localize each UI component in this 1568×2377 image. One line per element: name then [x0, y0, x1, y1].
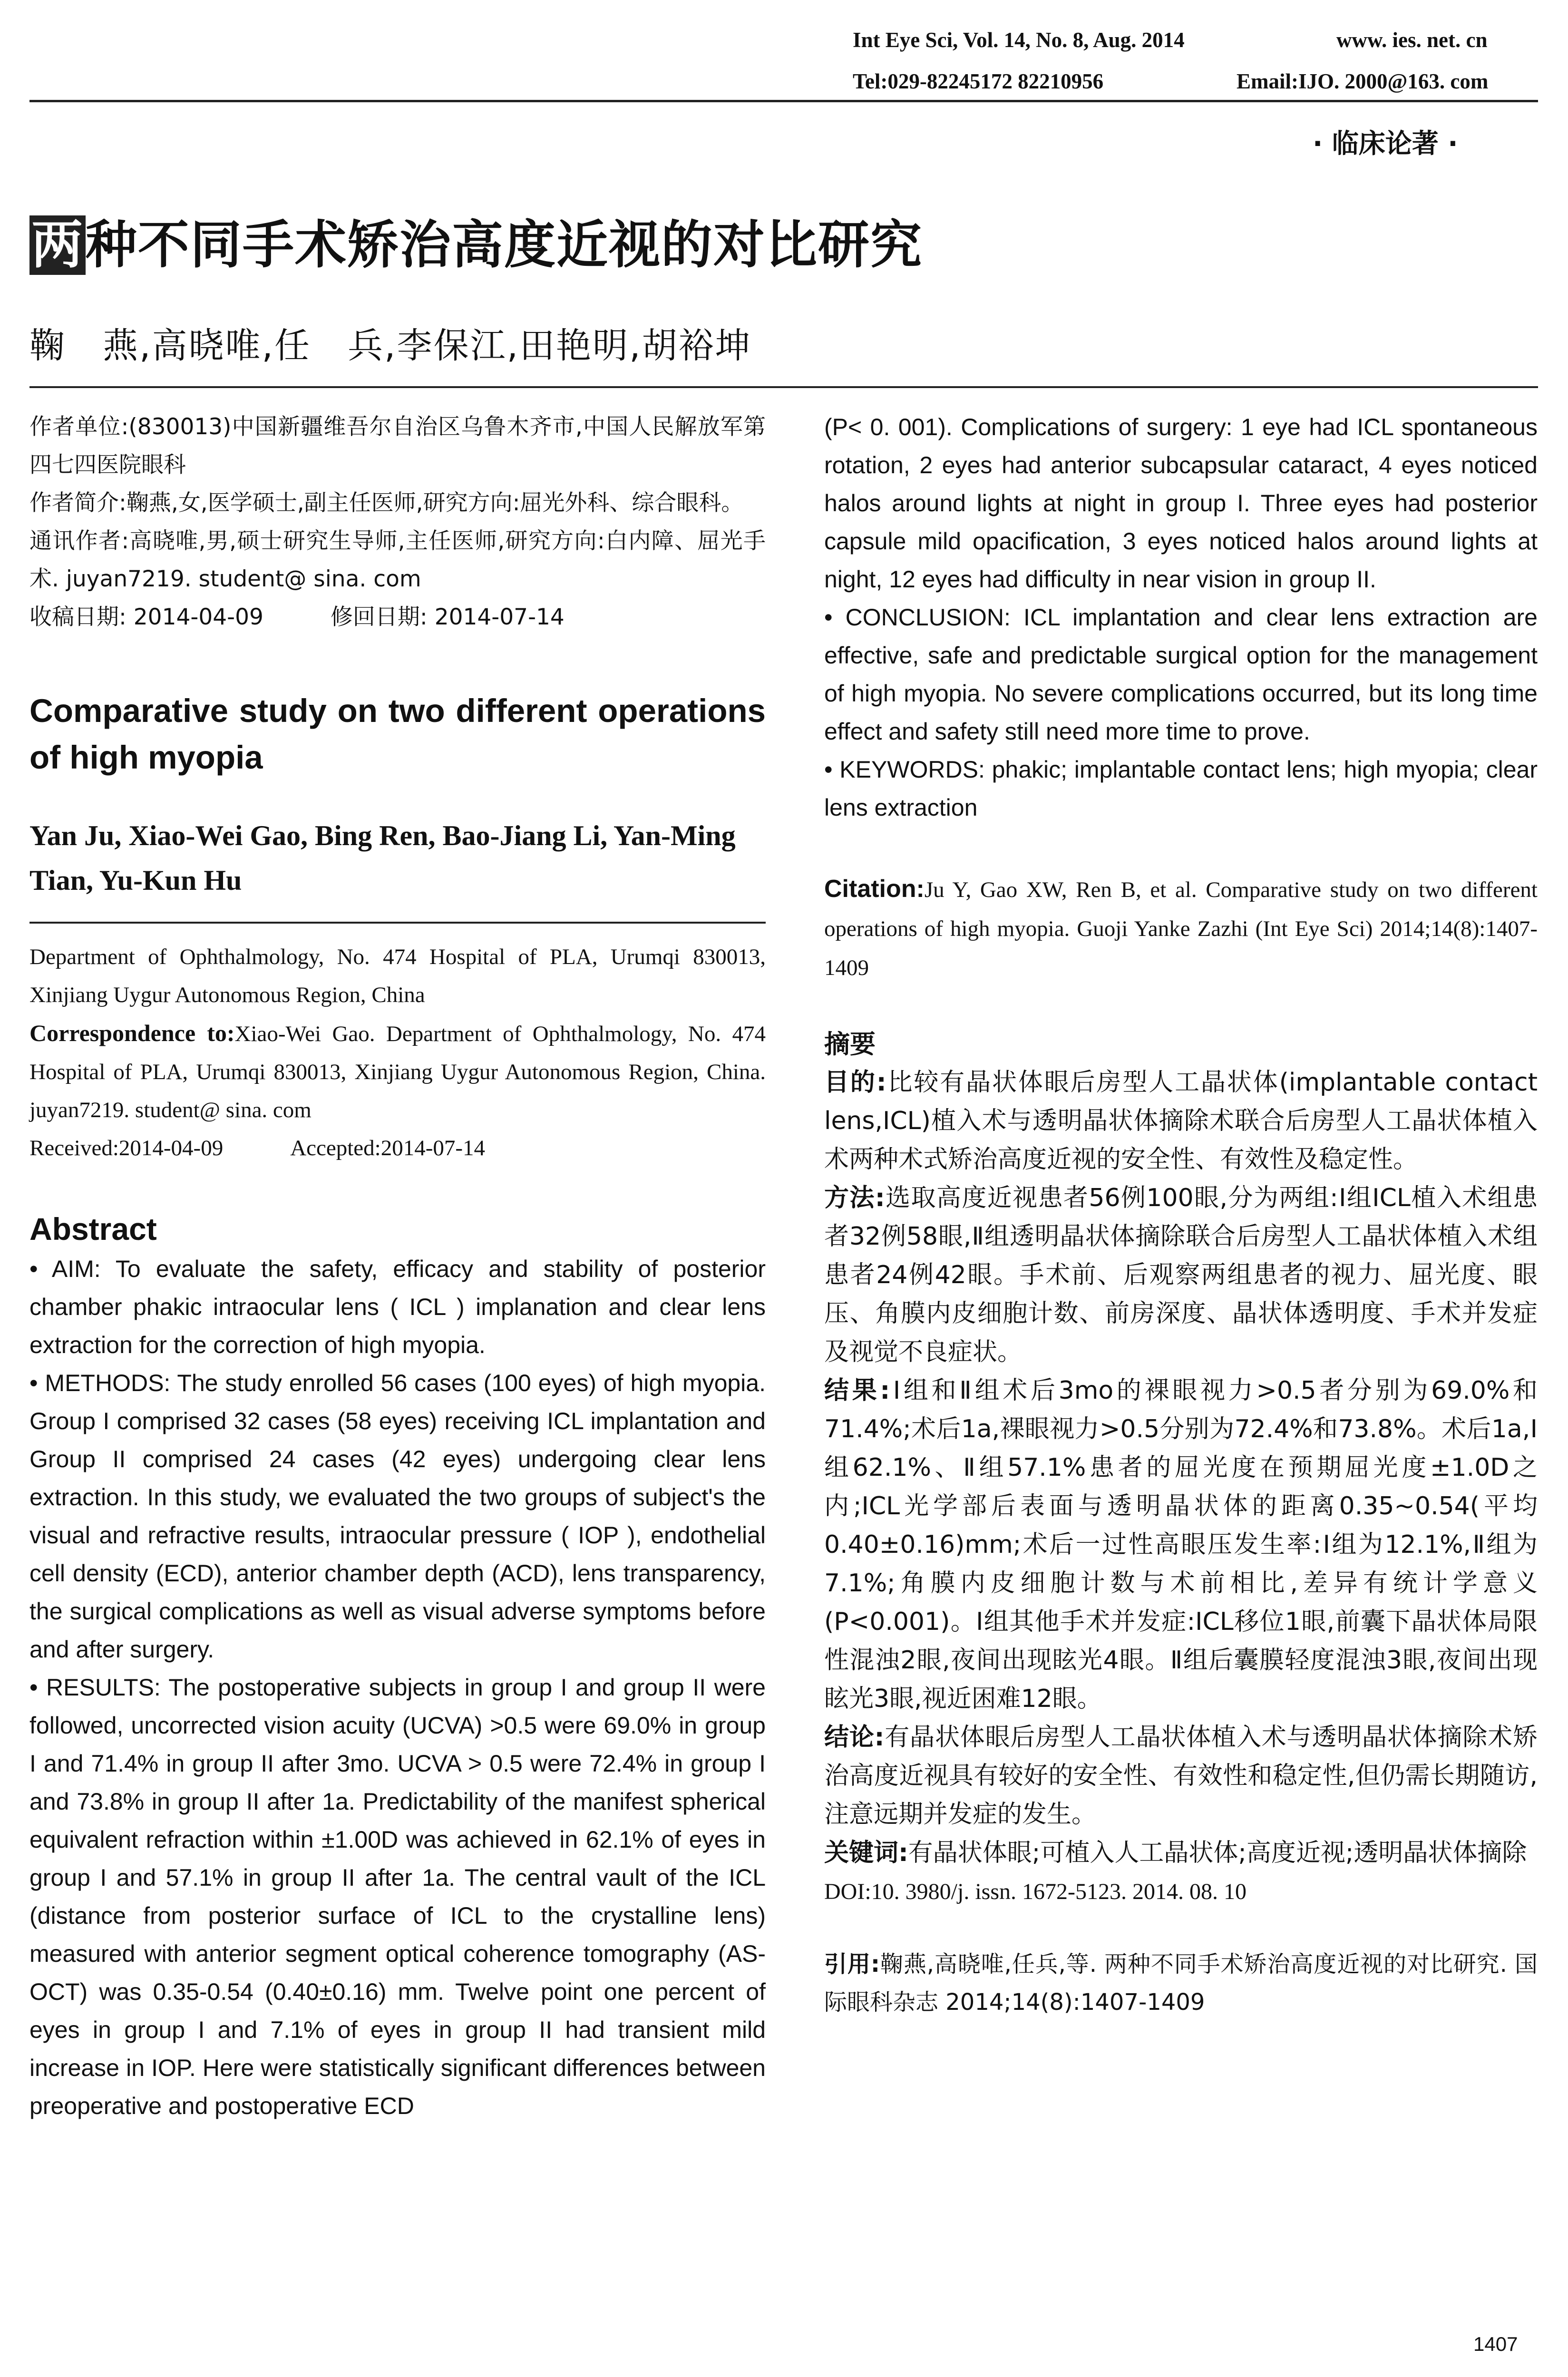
author-info	[29, 408, 766, 636]
cn-conclusion-text: 有晶状体眼后房型人工晶状体植入术与透明晶状体摘除术矫治高度近视具有较好的安全性、有效性和稳定性,但仍需长期随访,注意远期并发症的发生。	[824, 1723, 1538, 1829]
correspondence-text: Xiao-Wei Gao. Department of Ophthalmology, No. 474 Hospital of PLA, Urumqi 830013, Xinjiang Uygur Autonomous Region, China. juyan7219. student@ sina. com	[29, 1022, 766, 1122]
journal-email: Email:IJO. 2000@163. com	[1237, 69, 1489, 93]
title-rest: 种不同手术矫治高度近视的对比研究	[86, 215, 923, 275]
abstract-continued	[824, 408, 1538, 827]
cn-methods-text: 选取高度近视患者56例100眼,分为两组:Ⅰ组ICL植入术组患者32例58眼,Ⅱ组透明晶状体摘除联合后房型人工晶状体植入术组患者24例42眼。手术前、后观察两组患者的视力、屈光度、眼压、角膜内皮细胞计数、前房深度、晶状体透明度、手术并发症及视觉不良症状。	[824, 1184, 1538, 1366]
correspondence-en	[29, 1014, 766, 1129]
abstract-aim: • AIM: To evaluate the safety, efficacy and stability of posterior chamber phakic intraocular lens ( ICL ) implanation and clear lens extraction for the correction of high myopia.	[29, 1256, 766, 1358]
cn-methods-label: 方法:	[824, 1184, 885, 1212]
page-number: 1407	[1473, 2333, 1518, 2355]
section-label: · 临床论著 ·	[1313, 128, 1458, 159]
abstract-heading: Abstract	[29, 1211, 157, 1247]
cn-keywords-label: 关键词:	[824, 1839, 908, 1867]
page-title	[29, 204, 923, 277]
authors-cn: 鞠 燕,高晓唯,任 兵,李保江,田艳明,胡裕坤	[29, 325, 752, 366]
journal-tel: Tel:029-82245172 82210956	[853, 69, 1104, 93]
cn-methods	[824, 1179, 1538, 1372]
chinese-abstract-heading: 摘要	[824, 1029, 876, 1059]
authors-en: Yan Ju, Xiao-Wei Gao, Bing Ren, Bao-Jiang Li, Yan-Ming Tian, Yu-Kun Hu	[29, 820, 736, 896]
cn-conclusion-label: 结论:	[824, 1723, 885, 1752]
affiliation-rule	[29, 922, 766, 924]
cn-citation-block	[824, 1945, 1538, 2021]
abstract-keywords: • KEYWORDS: phakic; implantable contact lens; high myopia; clear lens extraction	[824, 756, 1538, 821]
cn-aim	[824, 1063, 1538, 1179]
title-rule	[29, 386, 1538, 388]
article-title-en: Comparative study on two different operations of high myopia	[29, 692, 766, 776]
cn-aim-label: 目的:	[824, 1068, 886, 1097]
department-en: Department of Ophthalmology, No. 474 Hospital of PLA, Urumqi 830013, Xinjiang Uygur Autonomous Region, China	[29, 945, 766, 1007]
abstract-results: • RESULTS: The postoperative subjects in group I and group II were followed, uncorrected vision acuity (UCVA) >0.5 were 69.0% in group I and 71.4% in group II after 3mo. UCVA > 0.5 were 72.4% in group I and 73.8% in group II after 1a. Predictability of the manifest spherical equivalent refraction within ±1.00D was achieved in 62.1% of eyes in group I and 57.1% in group II after 1a. The central vault of the ICL (distance from posterior surface of ICL to the crystalline lens) measured with anterior segment optical coherence tomography (AS-OCT) was 0.35-0.54 (0.40±0.16) mm. Twelve point one percent of eyes in group I and 7.1% of eyes in group II had transient mild increase in IOP. Here were statistically significant differences between preoperative and postoperative ECD	[29, 1674, 766, 2119]
citation-label: Citation:	[824, 875, 925, 903]
journal-line: Int Eye Sci, Vol. 14, No. 8, Aug. 2014	[853, 28, 1185, 52]
title-first-char: 两	[29, 215, 86, 275]
cn-citation-text: 鞠燕,高晓唯,任兵,等. 两种不同手术矫治高度近视的对比研究. 国际眼科杂志 2014;14(8):1407-1409	[824, 1951, 1538, 2016]
abstract-methods: • METHODS: The study enrolled 56 cases (100 eyes) of high myopia. Group I comprised 32 cases (58 eyes) receiving ICL implantation and Group II comprised 24 cases (42 eyes) undergoing clear lens extraction. In this study, we evaluated the two groups of subject's the visual and refractive results, intraocular pressure ( IOP ), endothelial cell density (ECD), anterior chamber depth (ACD), lens transparency, the surgical complications as well as visual adverse symptoms before and after surgery.	[29, 1370, 766, 1663]
correspondence-label: Correspondence to:	[29, 1020, 235, 1046]
cn-results-label: 结果:	[824, 1376, 890, 1405]
abstract-conclusion: • CONCLUSION: ICL implantation and clear lens extraction are effective, safe and predictable surgical option for the management of high myopia. No severe complications occurred, but its long time effect and safety still need more time to prove.	[824, 604, 1538, 745]
abstract-body	[29, 1250, 766, 2125]
cn-conclusion	[824, 1718, 1538, 1834]
right-column	[824, 408, 1538, 2021]
chinese-abstract-body	[824, 1063, 1538, 1911]
cn-citation-label: 引用:	[824, 1951, 880, 1978]
abstract-results-continued: (P< 0. 001). Complications of surgery: 1 eye had ICL spontaneous rotation, 2 eyes had anterior subcapsular cataract, 4 eyes noticed halos around lights at night in group I. Three eyes had posterior capsule mild opacification, 3 eyes noticed halos around lights at night, 12 eyes had difficulty in near vision in group II.	[824, 414, 1538, 593]
cn-results-text: Ⅰ组和Ⅱ组术后3mo的裸眼视力>0.5者分别为69.0%和71.4%;术后1a,裸眼视力>0.5分别为72.4%和73.8%。术后1a,Ⅰ组62.1%、Ⅱ组57.1%患者的屈光度在预期屈光度±1.0D之内;ICL光学部后表面与透明晶状体的距离0.35~0.54(平均0.40±0.16)mm;术后一过性高眼压发生率:Ⅰ组为12.1%,Ⅱ组为7.1%;角膜内皮细胞计数与术前相比,差异有统计学意义(P<0.001)。Ⅰ组其他手术并发症:ICL移位1眼,前囊下晶状体局限性混浊2眼,夜间出现眩光4眼。Ⅱ组后囊膜轻度混浊3眼,夜间出现眩光3眼,视近困难12眼。	[824, 1376, 1538, 1713]
left-column	[29, 408, 766, 2125]
author-bio-cn: 作者简介:鞠燕,女,医学硕士,副主任医师,研究方向:屈光外科、综合眼科。	[29, 490, 744, 516]
header-rule	[29, 100, 1538, 102]
journal-website: www. ies. net. cn	[1336, 28, 1488, 52]
affiliation-en-block	[29, 938, 766, 1167]
cn-results	[824, 1372, 1538, 1718]
cn-aim-text: 比较有晶状体眼后房型人工晶状体(implantable contact lens,ICL)植入术与透明晶状体摘除术联合后房型人工晶状体植入术两种术式矫治高度近视的安全性、有效性及稳定性。	[824, 1068, 1538, 1174]
dates-cn: 收稿日期: 2014-04-09 修回日期: 2014-07-14	[29, 604, 565, 630]
cn-keywords-text: 有晶状体眼;可植入人工晶状体;高度近视;透明晶状体摘除	[908, 1839, 1527, 1867]
affiliation-cn: 作者单位:(830013)中国新疆维吾尔自治区乌鲁木齐市,中国人民解放军第四七四医院眼科	[29, 414, 766, 478]
corresponding-author-cn: 通讯作者:高晓唯,男,硕士研究生导师,主任医师,研究方向:白内障、屈光手术. juyan7219. student@ sina. com	[29, 528, 766, 592]
dates-en: Received:2014-04-09 Accepted:2014-07-14	[29, 1136, 486, 1160]
citation-text: Ju Y, Gao XW, Ren B, et al. Comparative study on two different operations of high myopia. Guoji Yanke Zazhi (Int Eye Sci) 2014;14(8):1407-1409	[824, 877, 1538, 980]
doi: DOI:10. 3980/j. issn. 1672-5123. 2014. 08. 10	[824, 1879, 1247, 1904]
citation-block	[824, 869, 1538, 987]
cn-keywords	[824, 1834, 1538, 1872]
